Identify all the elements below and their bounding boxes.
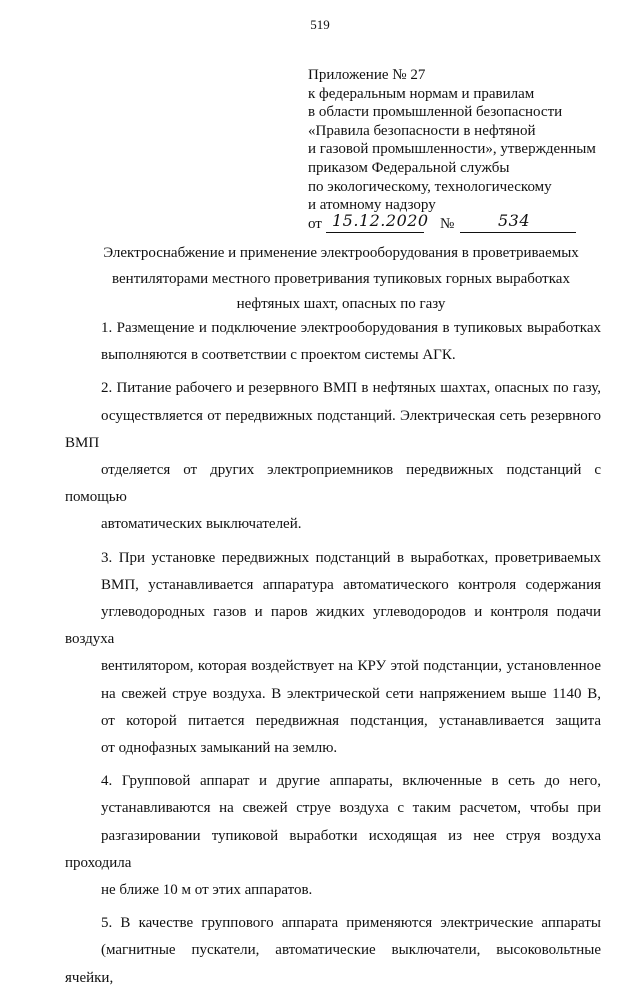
- title-line: Электроснабжение и применение электрооборудования в проветриваемых: [103, 245, 579, 261]
- date-underline: [326, 232, 424, 233]
- paragraph-5: [65, 910, 601, 992]
- appendix-line: к федеральным нормам и правилам: [308, 85, 535, 102]
- text-line: не ближе 10 м от этих аппаратов.: [101, 882, 313, 899]
- text-line: выполняются в соответствии с проектом системы АГК.: [101, 347, 456, 364]
- text-line: (магнитные пускатели, автоматические выключатели, высоковольтные ячейки,: [65, 942, 601, 986]
- body-text: [65, 315, 601, 998]
- title-line: вентиляторами местного проветривания тупиковых горных выработках: [112, 270, 570, 287]
- text-line: вентилятором, которая воздействует на КРУ этой подстанции, установленное: [101, 658, 601, 675]
- text-line: от которой питается передвижная подстанция, устанавливается защита: [101, 712, 601, 729]
- title-line: нефтяных шахт, опасных по газу: [236, 296, 446, 312]
- paragraph-3: [65, 545, 601, 763]
- text-line: осуществляется от передвижных подстанций. Электрическая сеть резервного ВМП: [65, 407, 601, 451]
- appendix-block: [308, 66, 608, 235]
- text-line: отделяется от других электроприемников передвижных подстанций с помощью: [65, 462, 601, 506]
- number-prefix: №: [440, 215, 455, 232]
- text-line: 5. В качестве группового аппарата применяются электрические аппараты: [101, 915, 601, 932]
- paragraph-1: [65, 315, 601, 369]
- date-prefix: от: [308, 215, 322, 232]
- order-date-number-row: [308, 210, 608, 235]
- text-line: 2. Питание рабочего и резервного ВМП в нефтяных шахтах, опасных по газу,: [101, 380, 601, 397]
- text-line: углеводородных газов и паров жидких углеводородов и контроля подачи воздуха: [65, 604, 601, 648]
- text-line: 3. При установке передвижных подстанций в выработках, проветриваемых: [101, 549, 601, 566]
- text-line: на свежей струе воздуха. В электрической сети напряжением выше 1140 В,: [101, 685, 601, 702]
- text-line: разгазировании тупиковой выработки исходящая из нее струя воздуха проходила: [65, 827, 601, 871]
- handwritten-date: 15.12.2020: [332, 210, 429, 230]
- handwritten-number: 534: [498, 210, 531, 230]
- paragraph-4: [65, 768, 601, 904]
- paragraph-2: [65, 375, 601, 538]
- text-line: 1. Размещение и подключение электрооборудования в тупиковых выработках: [101, 320, 601, 336]
- text-line: ВМП, устанавливается аппаратура автоматического контроля содержания: [101, 576, 601, 593]
- appendix-line: Приложение № 27: [308, 67, 426, 83]
- appendix-line: приказом Федеральной службы: [308, 159, 510, 176]
- appendix-line: «Правила безопасности в нефтяной: [308, 122, 536, 139]
- text-line: 4. Групповой аппарат и другие аппараты, включенные в сеть до него,: [101, 773, 601, 790]
- appendix-line: и атомному надзору: [308, 197, 436, 214]
- appendix-line: по экологическому, технологическому: [308, 178, 552, 195]
- section-title: [60, 241, 622, 318]
- text-line: от однофазных замыканий на землю.: [101, 740, 338, 757]
- text-line: устанавливаются на свежей струе воздуха с таким расчетом, чтобы при: [101, 800, 601, 817]
- number-underline: [460, 232, 576, 233]
- appendix-line: в области промышленной безопасности: [308, 104, 563, 121]
- appendix-line: и газовой промышленности», утвержденным: [308, 141, 596, 158]
- text-line: автоматических выключателей.: [101, 516, 302, 533]
- page-number: 519: [310, 17, 330, 32]
